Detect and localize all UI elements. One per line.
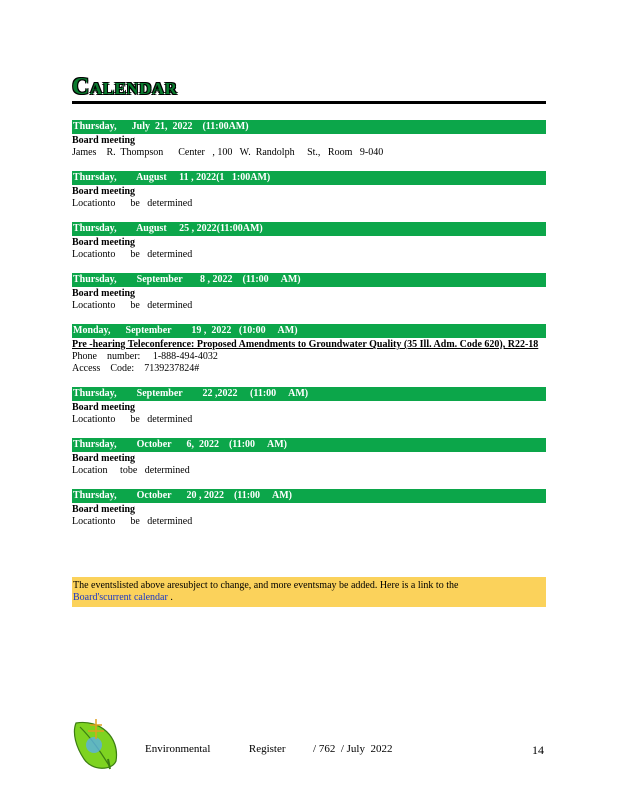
event-date: Monday, September 19 , 2022 (10:00 AM)	[72, 324, 546, 338]
event-date: Thursday, August 11 , 2022(1 1:00AM)	[72, 171, 546, 185]
event-location: Locationto be determined	[72, 249, 193, 260]
event-date: Thursday, October 6, 2022 (11:00 AM)	[72, 438, 546, 452]
event-location: Location tobe determined	[72, 465, 190, 476]
event-list	[72, 120, 546, 540]
event-item	[72, 222, 546, 261]
event-location: James R. Thompson Center , 100 W. Randolph St., Room 9-040	[72, 147, 384, 158]
event-item	[72, 324, 546, 375]
event-heading: Board meeting	[72, 237, 136, 248]
event-item	[72, 171, 546, 210]
event-heading: Pre -hearing Teleconference: Proposed Amendments to Groundwater Quality (35 Ill. Adm. Code 620), R22-18	[72, 339, 539, 350]
page-number: 14	[532, 743, 544, 757]
event-phone: Phone number: 1-888-494-4032	[72, 351, 218, 362]
page-footer	[0, 715, 618, 775]
page-title: Calendar	[72, 74, 178, 100]
event-heading: Board meeting	[72, 453, 136, 464]
event-access-code: Access Code: 7139237824#	[72, 363, 200, 374]
event-date: Thursday, September 8 , 2022 (11:00 AM)	[72, 273, 546, 287]
event-location: Locationto be determined	[72, 198, 193, 209]
notice-box	[72, 577, 546, 607]
event-date: Thursday, August 25 , 2022(11:00AM)	[72, 222, 546, 236]
event-heading: Board meeting	[72, 402, 136, 413]
event-date: Thursday, October 20 , 2022 (11:00 AM)	[72, 489, 546, 503]
event-location: Locationto be determined	[72, 516, 193, 527]
event-item	[72, 273, 546, 312]
event-item	[72, 120, 546, 159]
event-item	[72, 438, 546, 477]
event-item	[72, 489, 546, 528]
event-heading: Board meeting	[72, 186, 136, 197]
notice-end: .	[167, 592, 173, 603]
event-date: Thursday, July 21, 2022 (11:00AM)	[72, 120, 546, 134]
event-heading: Board meeting	[72, 504, 136, 515]
footer-publication: Environmental Register / 762 / July 2022	[145, 743, 393, 755]
event-location: Locationto be determined	[72, 414, 193, 425]
event-heading: Board meeting	[72, 135, 136, 146]
event-item	[72, 387, 546, 426]
title-rule	[72, 101, 546, 104]
leaf-logo-icon	[70, 715, 122, 771]
event-location: Locationto be determined	[72, 300, 193, 311]
notice-text: The eventslisted above aresubject to change, and more eventsmay be added. Here is a link to the	[73, 580, 459, 591]
calendar-link[interactable]: Board'scurrent calendar	[73, 592, 168, 603]
event-date: Thursday, September 22 ,2022 (11:00 AM)	[72, 387, 546, 401]
event-heading: Board meeting	[72, 288, 136, 299]
